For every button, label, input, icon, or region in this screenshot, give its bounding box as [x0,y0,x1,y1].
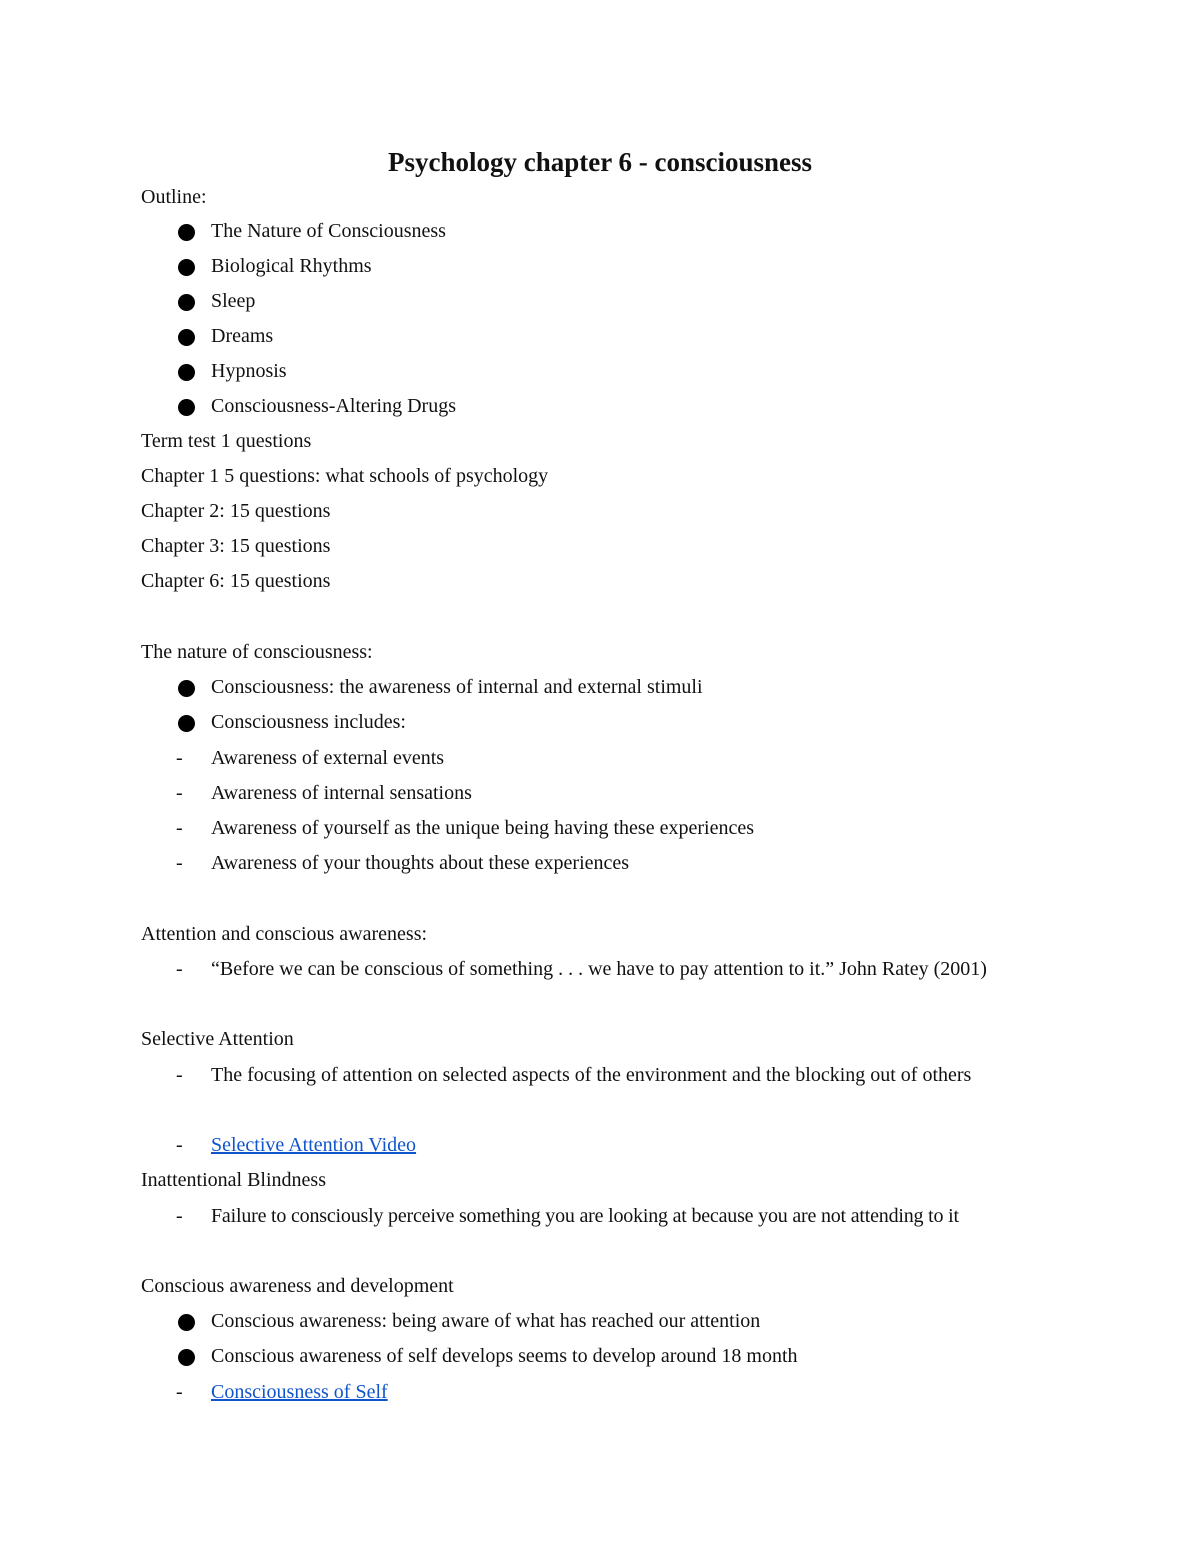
term-test-line: Chapter 3: 15 questions [141,535,331,557]
development-bullet: Conscious awareness of self develops seems to develop around 18 month [211,1345,798,1367]
term-test-heading: Term test 1 questions [141,430,312,452]
outline-item: Biological Rhythms [211,255,372,277]
nature-dash-item: Awareness of your thoughts about these experiences [211,852,630,874]
dash-marker: - [176,747,183,769]
dash-marker: - [176,817,183,839]
outline-item: Sleep [211,290,256,312]
dash-marker: - [176,1381,183,1403]
nature-bullet: Consciousness includes: [211,711,406,733]
nature-bullet: Consciousness: the awareness of internal and external stimuli [211,676,703,698]
bullet-icon [178,1314,195,1331]
attention-quote: “Before we can be conscious of something . . . we have to pay attention to it.” John Ratey (2001) [211,958,987,980]
bullet-icon [178,259,195,276]
bullet-icon [178,364,195,381]
bullet-icon [178,329,195,346]
inattentional-heading: Inattentional Blindness [141,1169,326,1191]
attention-heading: Attention and conscious awareness: [141,923,428,945]
nature-dash-item: Awareness of yourself as the unique being having these experiences [211,817,754,839]
selective-definition: The focusing of attention on selected aspects of the environment and the blocking out of others [211,1064,972,1086]
outline-item: Hypnosis [211,360,287,382]
dash-marker: - [176,1205,183,1227]
dash-marker: - [176,852,183,874]
dash-marker: - [176,782,183,804]
selective-attention-video-link[interactable]: Selective Attention Video [211,1134,417,1156]
nature-heading: The nature of consciousness: [141,641,373,663]
selective-heading: Selective Attention [141,1028,294,1050]
nature-dash-item: Awareness of external events [211,747,445,769]
dash-marker: - [176,958,183,980]
selective-video-item [211,1128,416,1163]
consciousness-of-self-link[interactable]: Consciousness of Self [211,1381,388,1403]
bullet-icon [178,1349,195,1366]
development-bullet: Conscious awareness: being aware of what has reached our attention [211,1310,761,1332]
nature-dash-item: Awareness of internal sensations [211,782,472,804]
bullet-icon [178,294,195,311]
development-heading: Conscious awareness and development [141,1275,454,1297]
page-title: Psychology chapter 6 - consciousness [387,147,812,177]
term-test-line: Chapter 6: 15 questions [141,570,331,592]
dash-marker: - [176,1064,183,1086]
outline-heading: Outline: [141,186,207,208]
outline-item: The Nature of Consciousness [211,220,446,242]
term-test-line: Chapter 1 5 questions: what schools of psychology [141,465,549,487]
inattentional-definition: Failure to consciously perceive something you are looking at because you are not attending to it [211,1205,959,1227]
bullet-icon [178,399,195,416]
outline-item: Dreams [211,325,274,347]
bullet-icon [178,224,195,241]
outline-item: Consciousness-Altering Drugs [211,395,456,417]
self-link-item [211,1375,388,1410]
bullet-icon [178,715,195,732]
bullet-icon [178,680,195,697]
dash-marker: - [176,1134,183,1156]
term-test-line: Chapter 2: 15 questions [141,500,331,522]
